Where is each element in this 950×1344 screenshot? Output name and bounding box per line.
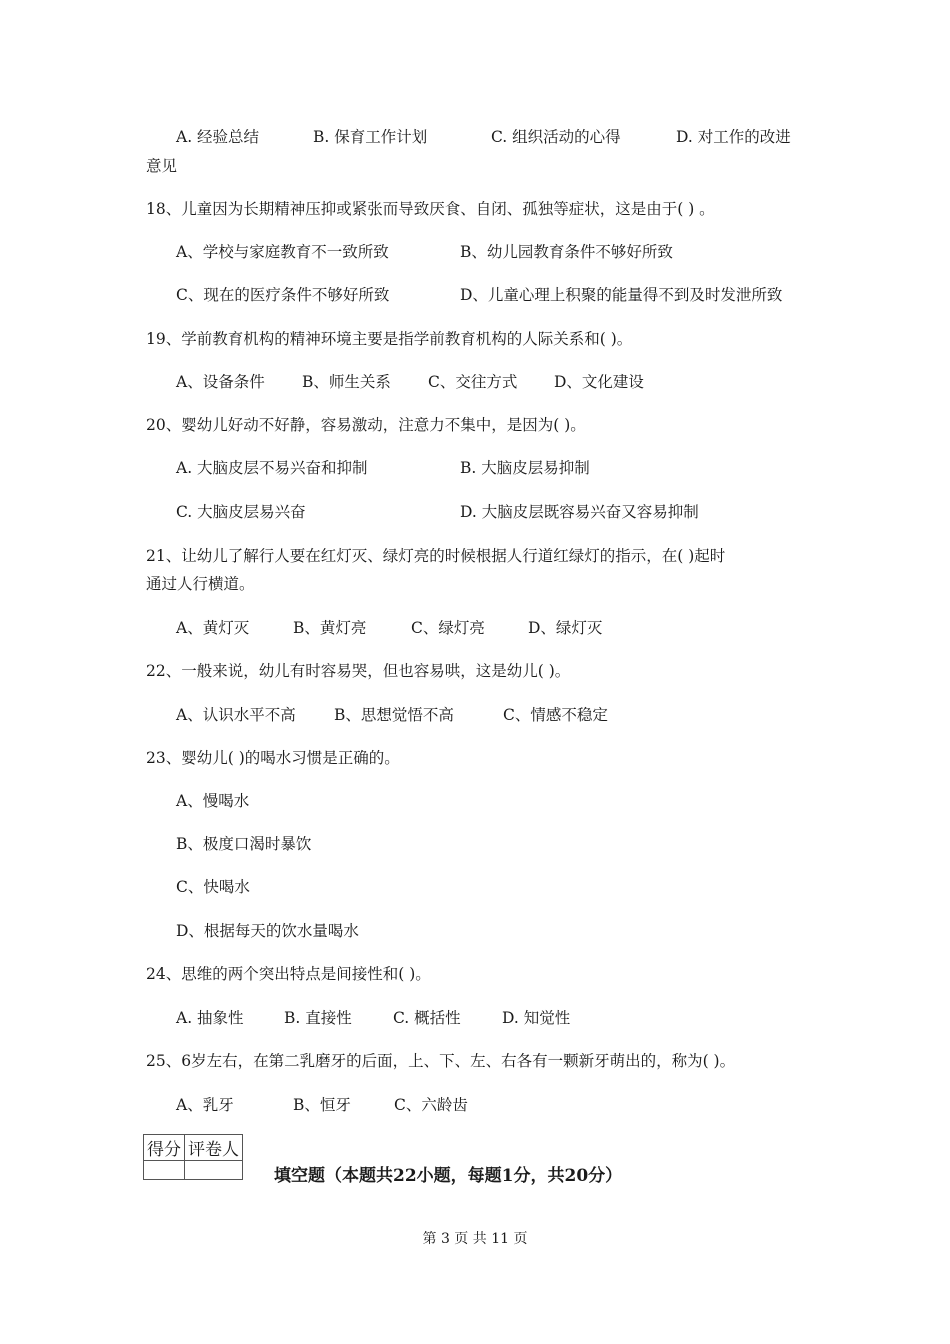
q19-option-d: D、文化建设: [554, 373, 644, 391]
q23-option-c: C、快喝水: [176, 878, 250, 896]
score-cell: [144, 1161, 185, 1180]
q18-option-c: C、现在的医疗条件不够好所致: [176, 286, 390, 304]
q18-option-b: B、幼儿园教育条件不够好所致: [460, 243, 673, 261]
score-box: [143, 1134, 243, 1180]
q20-option-c: C. 大脑皮层易兴奋: [176, 503, 306, 521]
q22-option-a: A、认识水平不高: [176, 706, 296, 724]
q21-stem: 21、让幼儿了解行人要在红灯灭、绿灯亮的时候根据人行道红绿灯的指示，在( )起时: [146, 547, 726, 565]
q25-option-c: C、六龄齿: [394, 1096, 468, 1114]
q21-option-c: C、绿灯亮: [411, 619, 485, 637]
q22-option-c: C、情感不稳定: [503, 706, 608, 724]
q22-option-b: B、思想觉悟不高: [334, 706, 454, 724]
q20-option-b: B. 大脑皮层易抑制: [460, 459, 590, 477]
q25-option-b: B、恒牙: [293, 1096, 351, 1114]
q17-option-c: C. 组织活动的心得: [491, 128, 621, 146]
q21-option-d: D、绿灯灭: [528, 619, 603, 637]
q20-stem: 20、婴幼儿好动不好静，容易激动，注意力不集中，是因为( )。: [146, 416, 586, 434]
q24-option-d: D. 知觉性: [502, 1009, 571, 1027]
q23-option-b: B、极度口渴时暴饮: [176, 835, 312, 853]
q24-option-b: B. 直接性: [284, 1009, 352, 1027]
q20-option-d: D. 大脑皮层既容易兴奋又容易抑制: [460, 503, 699, 521]
q21-option-b: B、黄灯亮: [293, 619, 367, 637]
q25-stem: 25、6岁左右，在第二乳磨牙的后面，上、下、左、右各有一颗新牙萌出的，称为( )。: [146, 1052, 736, 1070]
q19-option-c: C、交往方式: [428, 373, 518, 391]
q19-stem: 19、学前教育机构的精神环境主要是指学前教育机构的人际关系和( )。: [146, 330, 633, 348]
page-footer: 第 3 页 共 11 页: [422, 1231, 528, 1247]
q22-stem: 22、一般来说，幼儿有时容易哭，但也容易哄，这是幼儿( )。: [146, 662, 571, 680]
q18-stem: 18、儿童因为长期精神压抑或紧张而导致厌食、自闭、孤独等症状，这是由于( ) 。: [146, 200, 715, 218]
q17-option-d: D. 对工作的改进: [676, 128, 791, 146]
q19-option-a: A、设备条件: [176, 373, 265, 391]
q17-option-d-continued: 意见: [146, 157, 178, 175]
q20-option-a: A. 大脑皮层不易兴奋和抑制: [176, 459, 368, 477]
q23-stem: 23、婴幼儿( )的喝水习惯是正确的。: [146, 749, 400, 767]
q24-stem: 24、思维的两个突出特点是间接性和( )。: [146, 965, 431, 983]
q18-option-d: D、儿童心理上积聚的能量得不到及时发泄所致: [460, 286, 783, 304]
section-title: 填空题（本题共22小题，每题1分，共20分）: [274, 1166, 623, 1186]
score-label: 得分: [144, 1135, 185, 1161]
q18-option-a: A、学校与家庭教育不一致所致: [176, 243, 389, 261]
reviewer-cell: [185, 1161, 243, 1180]
q24-option-a: A. 抽象性: [176, 1009, 244, 1027]
q21-stem-continued: 通过人行横道。: [146, 575, 255, 593]
q17-option-a: A. 经验总结: [176, 128, 260, 146]
q19-option-b: B、师生关系: [302, 373, 391, 391]
q21-option-a: A、黄灯灭: [176, 619, 250, 637]
q25-option-a: A、乳牙: [176, 1096, 234, 1114]
q23-option-a: A、慢喝水: [176, 792, 250, 810]
q23-option-d: D、根据每天的饮水量喝水: [176, 922, 359, 940]
q24-option-c: C. 概括性: [393, 1009, 461, 1027]
q17-option-b: B. 保育工作计划: [313, 128, 428, 146]
reviewer-label: 评卷人: [185, 1135, 243, 1161]
